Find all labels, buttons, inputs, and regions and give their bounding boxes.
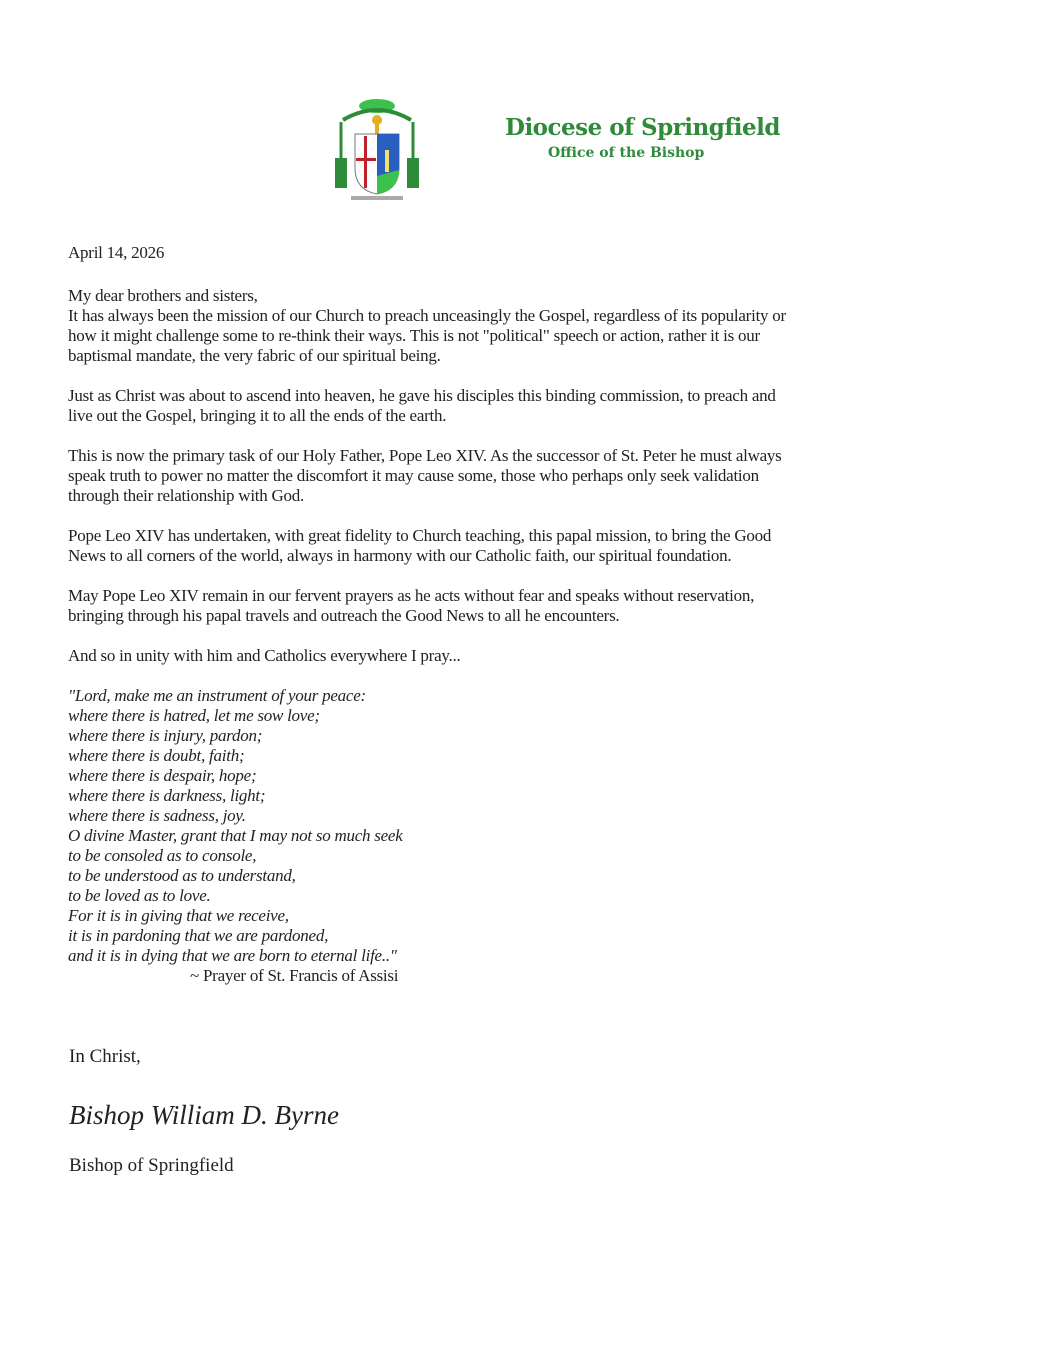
paragraph-3-line: speak truth to power no matter the discomfort it may cause some, those who perhaps only seek validation: [68, 466, 759, 485]
signer-title: Bishop of Springfield: [69, 1155, 234, 1176]
prayer-line: and it is in dying that we are born to eternal life..": [68, 946, 397, 965]
salutation: My dear brothers and sisters,: [68, 286, 258, 305]
paragraph-1-line: how it might challenge some to re-think their ways. This is not "political" speech or action, rather it is our: [68, 326, 760, 345]
paragraph-1-line: baptismal mandate, the very fabric of our spiritual being.: [68, 346, 441, 365]
paragraph-5-line: bringing through his papal travels and outreach the Good News to all he encounters.: [68, 606, 620, 625]
letterhead-title: Diocese of Springfield: [505, 114, 780, 141]
paragraph-2-line: live out the Gospel, bringing it to all the ends of the earth.: [68, 406, 447, 425]
prayer-line: to be loved as to love.: [68, 886, 211, 905]
prayer-line: O divine Master, grant that I may not so much seek: [68, 826, 403, 845]
letterhead-subtitle: Office of the Bishop: [548, 145, 705, 161]
paragraph-3-line: through their relationship with God.: [68, 486, 305, 505]
signature: Bishop William D. Byrne: [69, 1100, 339, 1130]
prayer-line: it is in pardoning that we are pardoned,: [68, 926, 329, 945]
prayer-line: where there is darkness, light;: [68, 786, 266, 805]
prayer-attribution: ~ Prayer of St. Francis of Assisi: [190, 966, 399, 985]
prayer-line: where there is sadness, joy.: [68, 806, 246, 825]
paragraph-4-line: Pope Leo XIV has undertaken, with great fidelity to Church teaching, this papal mission, to bring the Good: [68, 526, 772, 545]
prayer-line: "Lord, make me an instrument of your peace:: [68, 686, 366, 705]
prayer-line: where there is despair, hope;: [68, 766, 257, 785]
prayer-line: to be consoled as to console,: [68, 846, 257, 865]
paragraph-6-line: And so in unity with him and Catholics everywhere I pray...: [68, 646, 461, 665]
prayer-line: where there is doubt, faith;: [68, 746, 245, 765]
letter-date: April 14, 2026: [68, 243, 165, 262]
prayer-line: to be understood as to understand,: [68, 866, 296, 885]
coat-of-arms-icon: [333, 98, 421, 208]
prayer-line: For it is in giving that we receive,: [68, 906, 289, 925]
paragraph-2-line: Just as Christ was about to ascend into heaven, he gave his disciples this binding commission, to preach and: [68, 386, 776, 405]
prayer-line: where there is hatred, let me sow love;: [68, 706, 320, 725]
paragraph-4-line: News to all corners of the world, always in harmony with our Catholic faith, our spiritual foundation.: [68, 546, 732, 565]
paragraph-3-line: This is now the primary task of our Holy Father, Pope Leo XIV. As the successor of St. Peter he must always: [68, 446, 782, 465]
closing: In Christ,: [69, 1046, 141, 1067]
prayer-line: where there is injury, pardon;: [68, 726, 263, 745]
paragraph-5-line: May Pope Leo XIV remain in our fervent prayers as he acts without fear and speaks without reservation,: [68, 586, 755, 605]
paragraph-1-line: It has always been the mission of our Church to preach unceasingly the Gospel, regardless of its popularity or: [68, 306, 786, 325]
